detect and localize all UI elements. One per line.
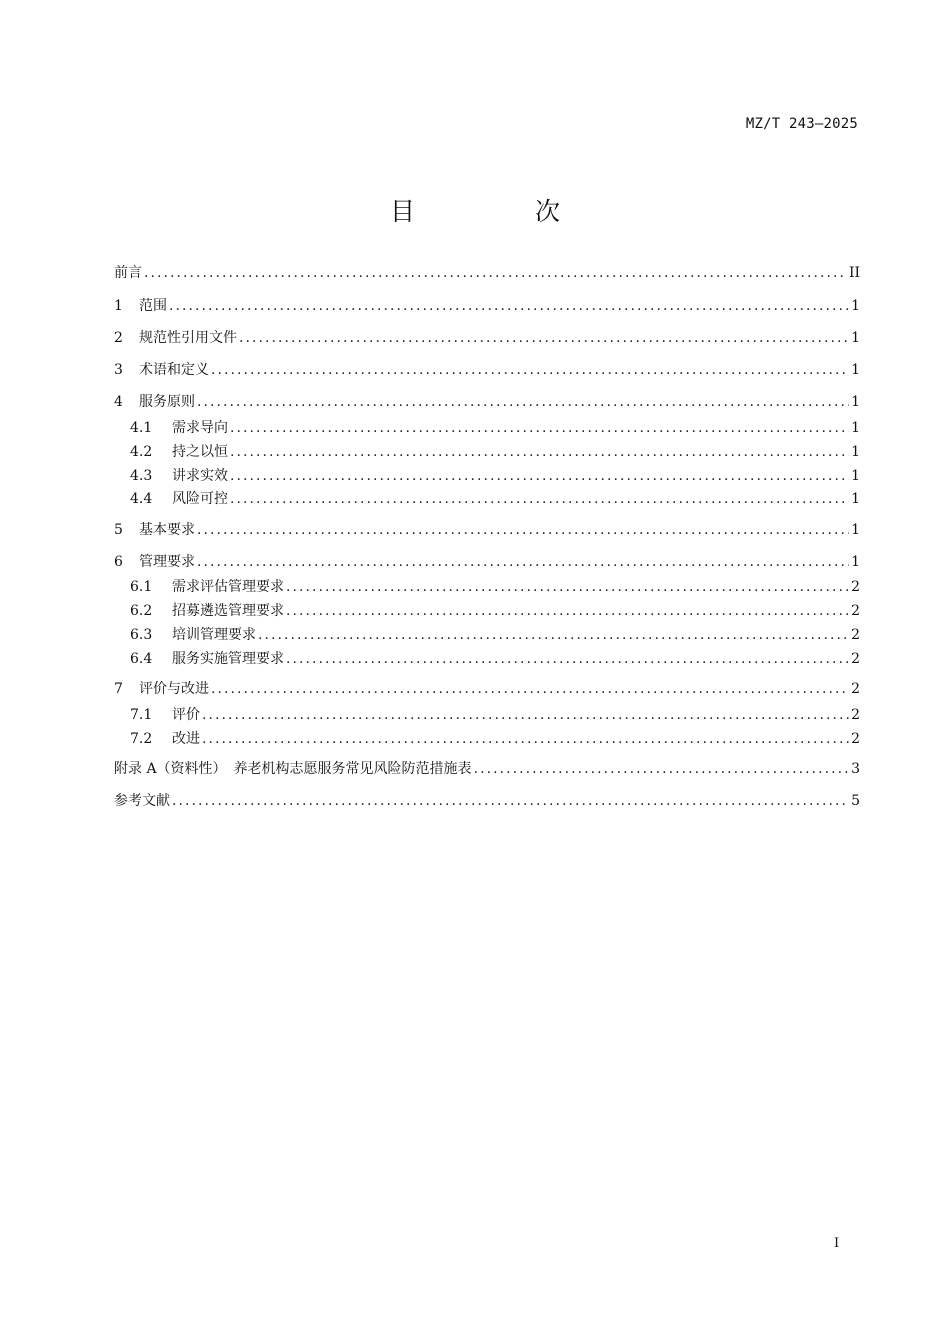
toc-entry-number: 4.1 <box>130 420 153 436</box>
toc-entry-7[interactable] <box>114 679 860 699</box>
toc-entry-7-2[interactable] <box>130 729 860 749</box>
toc-leader <box>230 418 849 438</box>
toc-entry-number: 4.2 <box>130 444 153 460</box>
toc-entry-bibliography[interactable] <box>114 791 860 811</box>
toc-entry-6-1[interactable] <box>130 577 860 597</box>
toc-entry-page: 2 <box>851 603 860 619</box>
toc-entry-page: 1 <box>851 362 860 378</box>
toc-entry-page: 1 <box>851 554 860 570</box>
toc-entry-6-4[interactable] <box>130 649 860 669</box>
toc-entry-number: 6.3 <box>130 627 153 643</box>
toc-entry-page: 2 <box>851 651 860 667</box>
toc-leader <box>230 489 849 509</box>
toc-entry-page: 1 <box>851 522 860 538</box>
standard-code: MZ/T 243—2025 <box>745 116 858 132</box>
toc-leader <box>474 759 850 779</box>
toc-leader <box>172 791 849 811</box>
toc-entry-label: 风险可控 <box>172 491 228 507</box>
toc-entry-page: 1 <box>851 420 860 436</box>
toc-entry-number: 7.2 <box>130 731 153 747</box>
toc-entry-label: 范围 <box>139 298 167 314</box>
toc-leader <box>286 577 849 597</box>
toc-entry-label: 培训管理要求 <box>172 627 256 643</box>
toc-entry-number: 2 <box>114 330 123 346</box>
toc-entry-page: 2 <box>851 707 860 723</box>
toc-entry-annex-a[interactable] <box>114 759 860 779</box>
toc-entry-number: 5 <box>114 522 123 538</box>
toc-entry-label: 讲求实效 <box>172 468 228 484</box>
toc-entry-3[interactable] <box>114 360 860 380</box>
toc-entry-number: 7 <box>114 681 123 697</box>
toc-entry-label: 服务原则 <box>139 394 195 410</box>
toc-entry-label: 管理要求 <box>139 554 195 570</box>
toc-entry-4-3[interactable] <box>130 466 860 486</box>
toc-entry-4-4[interactable] <box>130 489 860 509</box>
toc-leader <box>202 705 849 725</box>
toc-entry-6-3[interactable] <box>130 625 860 645</box>
toc-leader <box>169 296 849 316</box>
toc-entry-4-1[interactable] <box>130 418 860 438</box>
toc-entry-number: 7.1 <box>130 707 153 723</box>
toc-entry-4[interactable] <box>114 392 860 412</box>
toc-entry-page: 2 <box>851 681 860 697</box>
toc-entry-page: 2 <box>851 731 860 747</box>
toc-entry-6-2[interactable] <box>130 601 860 621</box>
toc-entry-foreword[interactable] <box>114 263 860 283</box>
toc-leader <box>197 552 849 572</box>
toc-leader <box>230 466 849 486</box>
toc-leader <box>144 263 847 283</box>
toc-entry-7-1[interactable] <box>130 705 860 725</box>
toc-entry-label: 参考文献 <box>114 793 170 809</box>
toc-entry-number: 6.2 <box>130 603 153 619</box>
toc-entry-label: 招募遴选管理要求 <box>172 603 284 619</box>
toc-entry-number: 6 <box>114 554 123 570</box>
toc-entry-2[interactable] <box>114 328 860 348</box>
toc-entry-page: 3 <box>851 761 860 777</box>
toc-leader <box>286 601 849 621</box>
toc-entry-label: 附录 A（资料性） 养老机构志愿服务常见风险防范措施表 <box>114 761 472 777</box>
toc-leader <box>197 520 849 540</box>
toc-entry-label: 前言 <box>114 265 142 281</box>
toc-entry-number: 1 <box>114 298 123 314</box>
toc-entry-5[interactable] <box>114 520 860 540</box>
toc-leader <box>211 360 849 380</box>
toc-leader <box>202 729 849 749</box>
toc-leader <box>197 392 849 412</box>
toc-entry-number: 6.4 <box>130 651 153 667</box>
toc-entry-page: 1 <box>851 444 860 460</box>
toc-entry-label: 术语和定义 <box>139 362 209 378</box>
toc-entry-page: 1 <box>851 330 860 346</box>
toc-entry-page: 2 <box>851 627 860 643</box>
toc-entry-number: 4 <box>114 394 123 410</box>
toc-entry-label: 评价 <box>172 707 200 723</box>
toc-leader <box>230 442 849 462</box>
toc-entry-label: 需求导向 <box>172 420 228 436</box>
toc-entry-page: 1 <box>851 394 860 410</box>
toc-entry-page: 1 <box>851 468 860 484</box>
toc-entry-label: 评价与改进 <box>139 681 209 697</box>
toc-entry-label: 基本要求 <box>139 522 195 538</box>
toc-leader <box>258 625 849 645</box>
toc-entry-label: 持之以恒 <box>172 444 228 460</box>
toc-entry-number: 4.4 <box>130 491 153 507</box>
toc-entry-number: 3 <box>114 362 123 378</box>
toc-entry-page: 5 <box>851 793 860 809</box>
toc-entry-page: II <box>848 265 860 281</box>
toc-entry-4-2[interactable] <box>130 442 860 462</box>
toc-entry-label: 需求评估管理要求 <box>172 579 284 595</box>
toc-entry-page: 2 <box>851 579 860 595</box>
toc-entry-label: 改进 <box>172 731 200 747</box>
page-title: 目 次 <box>390 197 616 226</box>
toc-entry-page: 1 <box>851 491 860 507</box>
toc-leader <box>286 649 849 669</box>
toc-entry-label: 服务实施管理要求 <box>172 651 284 667</box>
toc-leader <box>239 328 849 348</box>
toc-entry-6[interactable] <box>114 552 860 572</box>
toc-entry-label: 规范性引用文件 <box>139 330 237 346</box>
toc-entry-number: 6.1 <box>130 579 153 595</box>
toc-entry-page: 1 <box>851 298 860 314</box>
toc-leader <box>211 679 849 699</box>
toc-entry-number: 4.3 <box>130 468 153 484</box>
page-number: I <box>834 1236 840 1251</box>
toc-entry-1[interactable] <box>114 296 860 316</box>
